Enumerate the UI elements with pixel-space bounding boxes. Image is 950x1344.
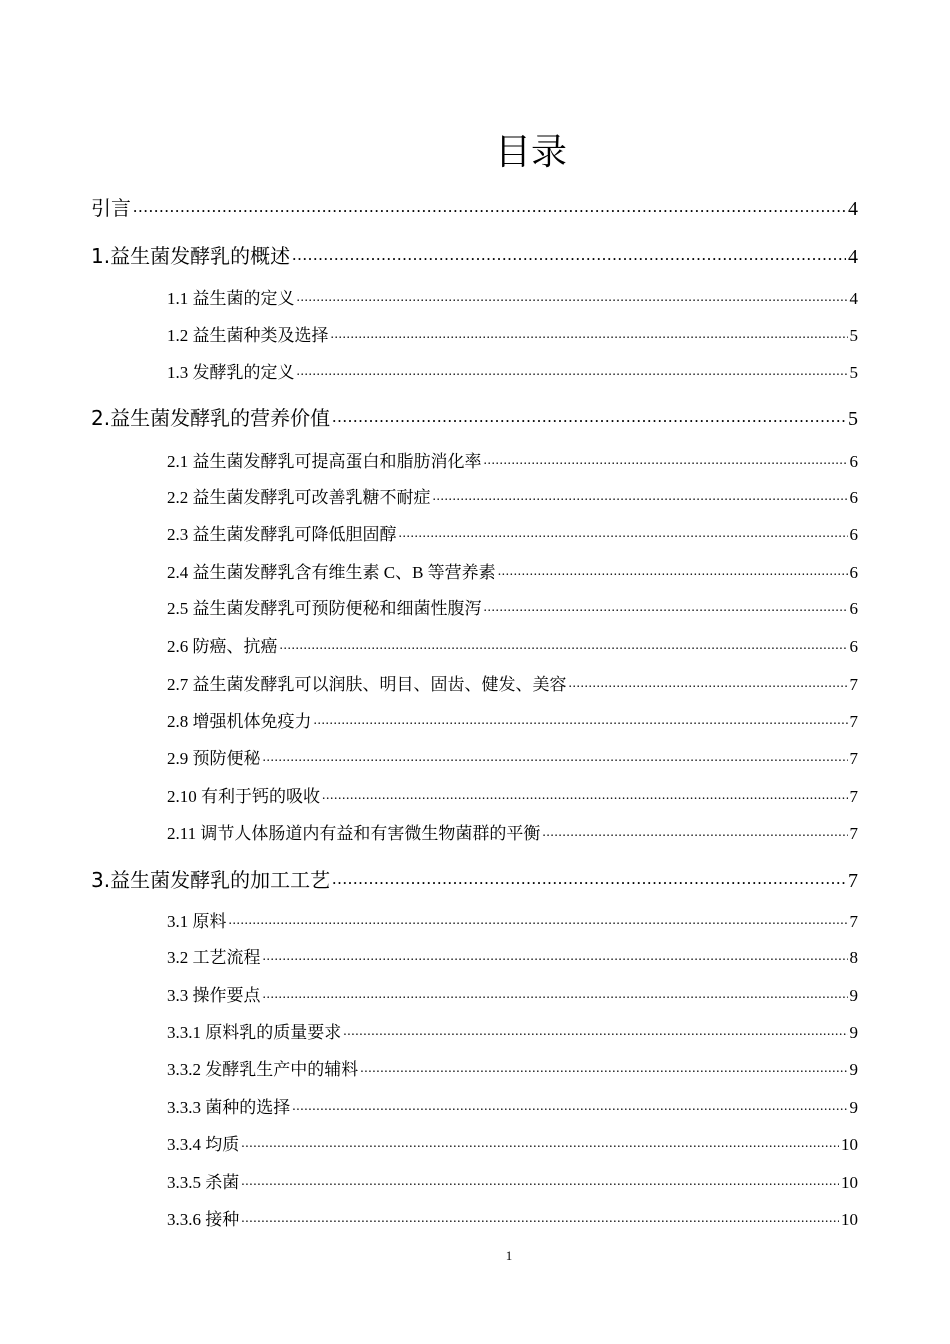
toc-entry-page: 6	[849, 637, 858, 656]
toc-leader-dots	[280, 635, 848, 652]
toc-entry-page: 7	[849, 824, 858, 843]
toc-entry-title: 2.10 有利于钙的吸收	[167, 787, 320, 806]
toc-entry-page: 6	[849, 563, 858, 582]
toc-section-entry[interactable]	[167, 1168, 858, 1193]
toc-entry-title: 2.益生菌发酵乳的营养价值	[91, 406, 331, 430]
toc-section-entry[interactable]	[167, 1205, 858, 1230]
toc-entry-page: 10	[841, 1210, 858, 1229]
toc-section-entry[interactable]	[167, 1055, 858, 1080]
toc-entry-title: 1.3 发酵乳的定义	[167, 363, 295, 382]
toc-leader-dots	[297, 287, 848, 304]
toc-leader-dots	[343, 1021, 847, 1038]
toc-leader-dots	[360, 1058, 847, 1075]
page-title: 目录	[494, 132, 567, 173]
toc-entry-page: 5	[849, 326, 858, 345]
toc-leader-dots	[133, 195, 846, 215]
toc-entry-title: 2.9 预防便秘	[167, 749, 261, 768]
toc-section-entry[interactable]	[167, 1130, 858, 1155]
toc-section-entry[interactable]	[167, 670, 858, 695]
toc-leader-dots	[314, 710, 848, 727]
toc-leader-dots	[263, 946, 848, 963]
toc-entry-page: 6	[849, 488, 858, 507]
toc-section-entry[interactable]	[167, 907, 858, 932]
toc-section-entry[interactable]	[167, 558, 858, 583]
toc-chapter-entry[interactable]	[91, 402, 858, 431]
toc-entry-page: 5	[848, 408, 858, 430]
toc-section-entry[interactable]	[167, 284, 858, 309]
toc-entry-title: 1.1 益生菌的定义	[167, 289, 295, 308]
toc-leader-dots	[399, 523, 848, 540]
toc-entry-page: 7	[849, 912, 858, 931]
toc-entry-title: 3.益生菌发酵乳的加工工艺	[91, 868, 331, 892]
toc-leader-dots	[297, 361, 848, 378]
toc-entry-page: 10	[841, 1135, 858, 1154]
toc-entry-title: 2.4 益生菌发酵乳含有维生素 C、B 等营养素	[167, 563, 496, 582]
toc-entry-title: 3.3 操作要点	[167, 986, 261, 1005]
toc-section-entry[interactable]	[167, 321, 858, 346]
toc-entry-title: 3.3.3 菌种的选择	[167, 1098, 291, 1117]
toc-entry-page: 7	[849, 749, 858, 768]
toc-entry-title: 2.2 益生菌发酵乳可改善乳糖不耐症	[167, 488, 431, 507]
toc-entry-page: 4	[848, 198, 858, 220]
toc-entry-title: 1.益生菌发酵乳的概述	[91, 244, 291, 268]
toc-chapter-entry[interactable]	[91, 240, 858, 269]
toc-entry-page: 6	[849, 525, 858, 544]
toc-chapter-entry[interactable]	[91, 864, 858, 893]
toc-entry-title: 2.5 益生菌发酵乳可预防便秘和细菌性腹泻	[167, 599, 482, 618]
toc-entry-page: 4	[849, 289, 858, 308]
toc-entry-title: 3.3.5 杀菌	[167, 1173, 240, 1192]
toc-leader-dots	[433, 486, 848, 503]
toc-leader-dots	[263, 984, 848, 1001]
toc-entry-page: 6	[849, 452, 858, 471]
toc-leader-dots	[332, 405, 846, 425]
toc-entry-title: 3.2 工艺流程	[167, 948, 261, 967]
toc-entry-title: 引言	[91, 196, 131, 220]
toc-leader-dots	[263, 747, 848, 764]
toc-leader-dots	[498, 561, 848, 578]
toc-entry-title: 2.6 防癌、抗癌	[167, 637, 278, 656]
toc-entry-page: 10	[841, 1173, 858, 1192]
toc-entry-title: 3.3.2 发酵乳生产中的辅料	[167, 1060, 359, 1079]
toc-leader-dots	[241, 1171, 839, 1188]
toc-leader-dots	[569, 673, 848, 690]
toc-entry-title: 3.3.1 原料乳的质量要求	[167, 1023, 342, 1042]
toc-section-entry[interactable]	[167, 632, 858, 657]
toc-section-entry[interactable]	[167, 520, 858, 545]
toc-leader-dots	[484, 597, 848, 614]
toc-entry-page: 9	[849, 1023, 858, 1042]
toc-entry-page: 4	[848, 246, 858, 268]
toc-leader-dots	[292, 243, 846, 263]
toc-entry-page: 8	[849, 948, 858, 967]
toc-section-entry[interactable]	[167, 594, 858, 619]
toc-entry-page: 9	[849, 1060, 858, 1079]
toc-chapter-entry[interactable]	[91, 192, 858, 221]
toc-section-entry[interactable]	[167, 358, 858, 383]
toc-entry-title: 2.11 调节人体肠道内有益和有害微生物菌群的平衡	[167, 824, 541, 843]
toc-entry-page: 9	[849, 986, 858, 1005]
toc-section-entry[interactable]	[167, 447, 858, 472]
toc-section-entry[interactable]	[167, 483, 858, 508]
toc-entry-page: 6	[849, 599, 858, 618]
toc-entry-title: 2.1 益生菌发酵乳可提高蛋白和脂肪消化率	[167, 452, 482, 471]
toc-entry-page: 9	[849, 1098, 858, 1117]
toc-leader-dots	[542, 822, 847, 839]
toc-entry-page: 7	[849, 787, 858, 806]
toc-entry-page: 5	[849, 363, 858, 382]
toc-leader-dots	[332, 867, 846, 887]
page-number: 1	[505, 1248, 513, 1263]
toc-leader-dots	[292, 1096, 847, 1113]
toc-entry-title: 2.3 益生菌发酵乳可降低胆固醇	[167, 525, 397, 544]
toc-section-entry[interactable]	[167, 1018, 858, 1043]
toc-entry-title: 2.7 益生菌发酵乳可以润肤、明目、固齿、健发、美容	[167, 675, 567, 694]
toc-section-entry[interactable]	[167, 744, 858, 769]
toc-leader-dots	[229, 910, 848, 927]
toc-section-entry[interactable]	[167, 1093, 858, 1118]
toc-leader-dots	[484, 450, 848, 467]
toc-entry-title: 3.3.6 接种	[167, 1210, 240, 1229]
toc-leader-dots	[331, 324, 848, 341]
toc-entry-page: 7	[848, 870, 858, 892]
toc-section-entry[interactable]	[167, 943, 858, 968]
toc-section-entry[interactable]	[167, 707, 858, 732]
toc-entry-title: 3.1 原料	[167, 912, 227, 931]
toc-entry-title: 3.3.4 均质	[167, 1135, 240, 1154]
toc-leader-dots	[241, 1208, 839, 1225]
toc-section-entry[interactable]	[167, 981, 858, 1006]
toc-entry-page: 7	[849, 675, 858, 694]
toc-entry-page: 7	[849, 712, 858, 731]
toc-leader-dots	[241, 1133, 839, 1150]
toc-entry-title: 1.2 益生菌种类及选择	[167, 326, 329, 345]
toc-section-entry[interactable]	[167, 782, 858, 807]
toc-entry-title: 2.8 增强机体免疫力	[167, 712, 312, 731]
toc-leader-dots	[322, 785, 848, 802]
toc-section-entry[interactable]	[167, 819, 858, 844]
